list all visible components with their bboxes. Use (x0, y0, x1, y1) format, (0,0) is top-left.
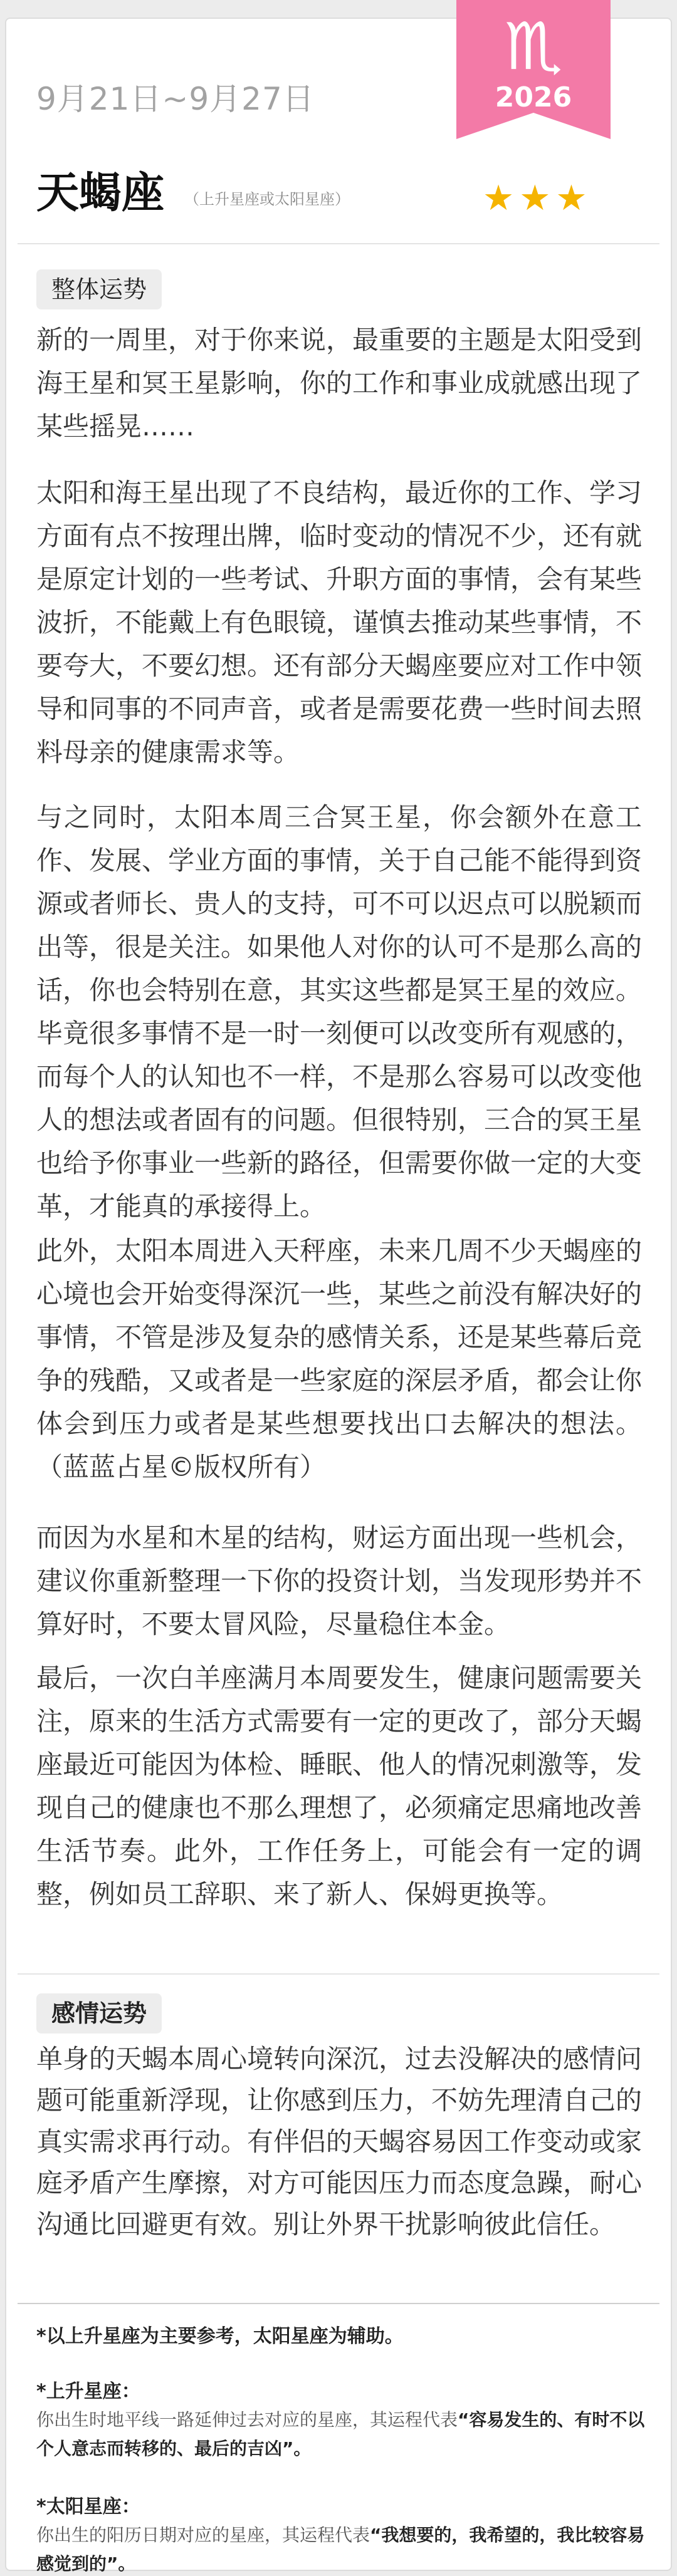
note-rising-text: 你出生时地平线一路延伸过去对应的星座，其运程代表 (36, 2409, 458, 2430)
overall-paragraph: 最后，一次白羊座满月本周要发生，健康问题需要关注，原来的生活方式需要有一定的更改了，部分天蝎座最近可能因为体检、睡眠、他人的情况刺激等，发现自己的健康也不那么理想了，必须痛定思痛地改善生活节奏。此外，工作任务上，可能会有一定的调整，例如员工辞职、来了新人、保姆更换等。 (36, 1663, 643, 1909)
overall-paragraph: 而因为水星和木星的结构，财运方面出现一些机会，建议你重新整理一下你的投资计划，当发现形势并不算好时，不要太冒风险，尽量稳住本金。 (36, 1522, 643, 1639)
note-sun-title: *太阳星座： (36, 2496, 140, 2518)
note-sun-body (36, 2521, 651, 2576)
divider (18, 243, 659, 244)
overall-paragraph: 新的一周里，对于你来说，最重要的主题是太阳受到海王星和冥王星影响，你的工作和事业成就感出现了某些摇晃…… (36, 325, 643, 442)
section-label-love: 感情运势 (36, 1993, 162, 2033)
notes (36, 2320, 651, 2576)
love-paragraph: 单身的天蝎本周心境转向深沉，过去没解决的感情问题可能重新浮现，让你感到压力，不妨先理清自己的真实需求再行动。有伴侣的天蝎容易因工作变动或家庭矛盾产生摩擦，对方可能因压力而态度急躁，耐心沟通比回避更有效。别让外界干扰影响彼此信任。 (36, 2044, 643, 2240)
overall-paragraph: 太阳和海王星出现了不良结构，最近你的工作、学习方面有点不按理出牌，临时变动的情况不少，还有就是原定计划的一些考试、升职方面的事情，会有某些波折，不能戴上有色眼镜，谨慎去推动某些事情，不要夸大，不要幻想。还有部分天蝎座要应对工作中领导和同事的不同声音，或者是需要花费一些时间去照料母亲的健康需求等。 (36, 477, 643, 767)
page-title: 天蝎座 (36, 169, 165, 218)
note-rising-body (36, 2406, 651, 2463)
date-range: 9月21日~9月27日 (36, 81, 315, 117)
note-sun-text: 你出生的阳历日期对应的星座，其运程代表 (36, 2525, 370, 2545)
divider (18, 1973, 659, 1975)
badge-year: 2026 (495, 81, 572, 113)
divider (18, 2303, 659, 2304)
note-rising-title: *上升星座： (36, 2381, 140, 2402)
note-main: *以上升星座为主要参考，太阳星座为辅助。 (36, 2325, 404, 2347)
year-badge (456, 0, 611, 139)
star-rating: ★★★ (483, 178, 592, 219)
note-rising-quote: “容易发生的、有时不以个人意志而转移的、最后的吉凶”。 (36, 2409, 645, 2459)
overall-paragraph: 与之同时，太阳本周三合冥王星，你会额外在意工作、发展、学业方面的事情，关于自己能不能得到资源或者师长、贵人的支持，可不可以迟点可以脱颖而出等，很是关注。如果他人对你的认可不是那么高的话，你也会特别在意，其实这些都是冥王星的效应。毕竟很多事情不是一时一刻便可以改变所有观感的，而每个人的认知也不一样，不是那么容易可以改变他人的想法或者固有的问题。但很特别，三合的冥王星也给予你事业一些新的路径，但需要你做一定的大变革，才能真的承接得上。 (36, 802, 643, 1222)
note-sun-quote: “我想要的，我希望的，我比较容易感觉到的”。 (36, 2525, 645, 2574)
page-subtitle: （上升星座或太阳星座） (184, 190, 350, 208)
section-label-overall: 整体运势 (36, 269, 162, 309)
overall-paragraph: 此外，太阳本周进入天秤座，未来几周不少天蝎座的心境也会开始变得深沉一些，某些之前没有解决好的事情，不管是涉及复杂的感情关系，还是某些幕后竞争的残酷，又或者是一些家庭的深层矛盾，都会让你体会到压力或者是某些想要找出口去解决的想法。 （蓝蓝占星©版权所有） (36, 1235, 643, 1482)
scorpio-icon: ♏ (504, 8, 563, 85)
